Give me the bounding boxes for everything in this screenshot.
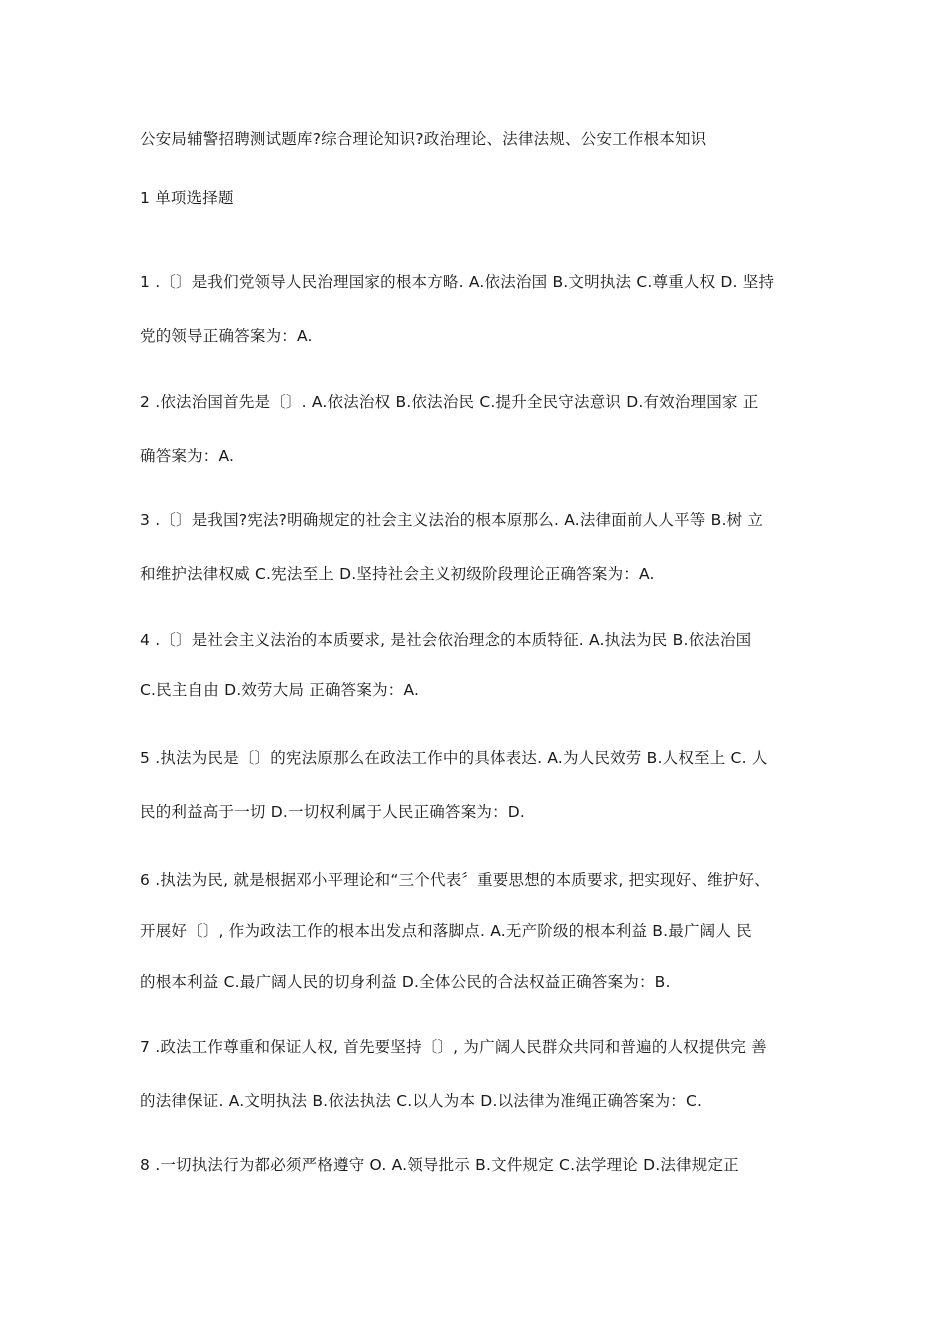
question-line: 2 .依法治国首先是〔〕. A.依法治权 B.依法治民 C.提升全民守法意识 D.有效治理国家 正 — [140, 393, 759, 411]
question-line: 1 .〔〕是我们党领导人民治理国家的根本方略. A.依法治国 B.文明执法 C.尊重人权 D. 坚持 — [140, 273, 775, 291]
question-line: 的法律保证. A.文明执法 B.依法执法 C.以人为本 D.以法律为准绳正确答案为：C. — [140, 1092, 703, 1110]
question-line: 7 .政法工作尊重和保证人权, 首先要坚持〔〕, 为广阔人民群众共同和普遍的人权提供完 善 — [140, 1038, 767, 1056]
question-line: 开展好〔〕, 作为政法工作的根本出发点和落脚点. A.无产阶级的根本利益 B.最广阔人 民 — [140, 922, 752, 940]
question-line: C.民主自由 D.效劳大局 正确答案为：A. — [140, 681, 420, 699]
question-line: 民的利益高于一切 D.一切权利属于人民正确答案为：D. — [140, 803, 526, 821]
question-line: 党的领导正确答案为：A. — [140, 327, 313, 345]
document-title: 公安局辅警招聘测试题库?综合理论知识?政治理论、法律法规、公安工作根本知识 — [140, 130, 707, 148]
question-line: 的根本利益 C.最广阔人民的切身利益 D.全体公民的合法权益正确答案为：B. — [140, 973, 671, 991]
question-line: 5 .执法为民是〔〕的宪法原那么在政法工作中的具体表达. A.为人民效劳 B.人权至上 C. 人 — [140, 749, 768, 767]
question-line: 确答案为：A. — [140, 447, 235, 465]
question-line: 4 .〔〕是社会主义法治的本质要求, 是社会依治理念的本质特征. A.执法为民 B.依法治国 — [140, 631, 752, 649]
question-line: 6 .执法为民, 就是根据邓小平理论和“三个代表〞重要思想的本质要求, 把实现好、维护好、 — [140, 871, 770, 889]
question-line: 3 .〔〕是我国?宪法?明确规定的社会主义法治的根本原那么. A.法律面前人人平等 B.树 立 — [140, 511, 764, 529]
question-line: 和维护法律权威 C.宪法至上 D.坚持社会主义初级阶段理论正确答案为：A. — [140, 565, 655, 583]
question-line: 8 .一切执法行为都必须严格遵守 O. A.领导批示 B.文件规定 C.法学理论 D.法律规定正 — [140, 1156, 739, 1174]
section-heading: 1 单项选择题 — [140, 189, 234, 207]
